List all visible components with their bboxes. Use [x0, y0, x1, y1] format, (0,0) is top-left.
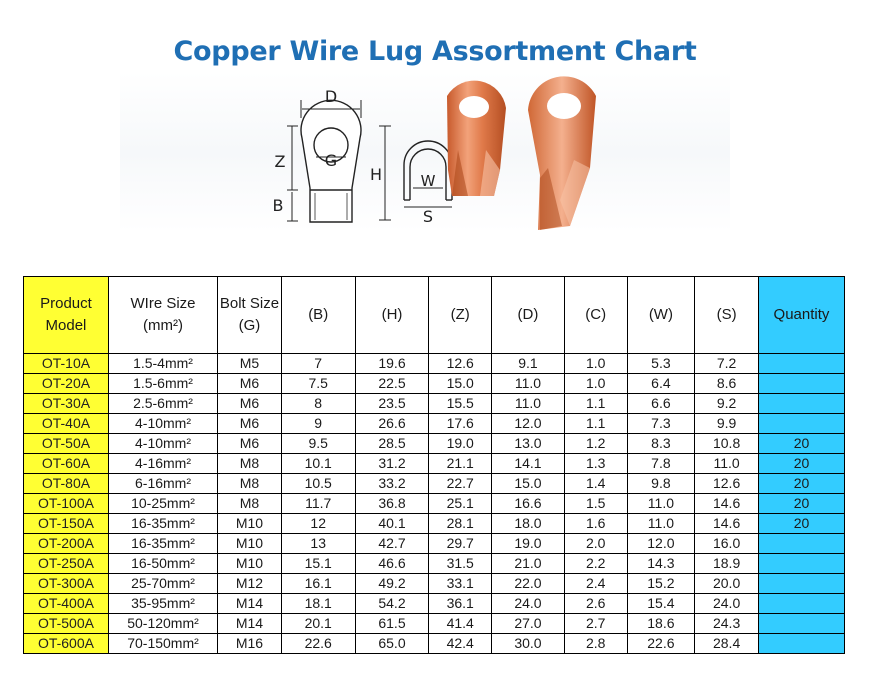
cell-c: 2.4 — [564, 574, 627, 594]
side-profile-lug — [404, 141, 452, 200]
cell-h: 61.5 — [355, 614, 429, 634]
cell-h: 42.7 — [355, 534, 429, 554]
table-row — [24, 434, 845, 454]
cell-quantity — [758, 354, 844, 374]
cell-s: 18.9 — [695, 554, 759, 574]
lug-spec-table — [23, 276, 845, 654]
cell-z: 41.4 — [429, 614, 492, 634]
cell-w: 11.0 — [627, 494, 695, 514]
cell-b: 9.5 — [281, 434, 355, 454]
cell-z: 28.1 — [429, 514, 492, 534]
cell-model: OT-80A — [24, 474, 109, 494]
cell-s: 14.6 — [695, 494, 759, 514]
header-w: (W) — [627, 277, 695, 354]
cell-quantity — [758, 614, 844, 634]
cell-d: 14.1 — [492, 454, 565, 474]
cell-quantity: 20 — [758, 494, 844, 514]
cell-w: 6.6 — [627, 394, 695, 414]
cell-quantity — [758, 594, 844, 614]
cell-wire-size: 50-120mm² — [108, 614, 217, 634]
cell-c: 2.0 — [564, 534, 627, 554]
page-title: Copper Wire Lug Assortment Chart — [173, 36, 697, 67]
cell-s: 16.0 — [695, 534, 759, 554]
cell-model: OT-150A — [24, 514, 109, 534]
cell-b: 8 — [281, 394, 355, 414]
cell-model: OT-30A — [24, 394, 109, 414]
header-d: (D) — [492, 277, 565, 354]
table-row — [24, 474, 845, 494]
cell-wire-size: 35-95mm² — [108, 594, 217, 614]
table-row — [24, 374, 845, 394]
cell-s: 28.4 — [695, 634, 759, 654]
copper-lug-photo-angled — [528, 76, 596, 230]
cell-s: 14.6 — [695, 514, 759, 534]
cell-w: 15.4 — [627, 594, 695, 614]
cell-bolt-size: M5 — [218, 354, 282, 374]
cell-bolt-size: M8 — [218, 454, 282, 474]
table-row — [24, 614, 845, 634]
cell-wire-size: 16-35mm² — [108, 534, 217, 554]
cell-model: OT-600A — [24, 634, 109, 654]
cell-h: 31.2 — [355, 454, 429, 474]
cell-b: 15.1 — [281, 554, 355, 574]
cell-wire-size: 1.5-4mm² — [108, 354, 217, 374]
cell-b: 16.1 — [281, 574, 355, 594]
cell-c: 1.4 — [564, 474, 627, 494]
cell-model: OT-100A — [24, 494, 109, 514]
cell-d: 13.0 — [492, 434, 565, 454]
cell-d: 19.0 — [492, 534, 565, 554]
cell-model: OT-50A — [24, 434, 109, 454]
cell-wire-size: 16-35mm² — [108, 514, 217, 534]
cell-b: 7.5 — [281, 374, 355, 394]
table-row — [24, 514, 845, 534]
header-product-model: Product Model — [24, 277, 109, 354]
cell-c: 1.0 — [564, 374, 627, 394]
cell-h: 36.8 — [355, 494, 429, 514]
cell-b: 9 — [281, 414, 355, 434]
cell-c: 1.0 — [564, 354, 627, 374]
cell-d: 16.6 — [492, 494, 565, 514]
cell-c: 2.7 — [564, 614, 627, 634]
cell-d: 22.0 — [492, 574, 565, 594]
table-header-row — [24, 277, 845, 354]
cell-c: 1.5 — [564, 494, 627, 514]
cell-quantity — [758, 554, 844, 574]
cell-z: 25.1 — [429, 494, 492, 514]
cell-wire-size: 70-150mm² — [108, 634, 217, 654]
cell-b: 12 — [281, 514, 355, 534]
table-row — [24, 574, 845, 594]
cell-z: 19.0 — [429, 434, 492, 454]
cell-h: 26.6 — [355, 414, 429, 434]
cell-bolt-size: M8 — [218, 474, 282, 494]
cell-z: 31.5 — [429, 554, 492, 574]
cell-w: 7.8 — [627, 454, 695, 474]
cell-s: 9.9 — [695, 414, 759, 434]
cell-model: OT-20A — [24, 374, 109, 394]
cell-bolt-size: M12 — [218, 574, 282, 594]
cell-z: 33.1 — [429, 574, 492, 594]
dim-label-h: H — [369, 165, 383, 184]
cell-wire-size: 4-10mm² — [108, 414, 217, 434]
cell-w: 5.3 — [627, 354, 695, 374]
cell-d: 18.0 — [492, 514, 565, 534]
cell-bolt-size: M8 — [218, 494, 282, 514]
cell-quantity: 20 — [758, 514, 844, 534]
cell-quantity — [758, 574, 844, 594]
cell-model: OT-250A — [24, 554, 109, 574]
header-s: (S) — [695, 277, 759, 354]
cell-z: 42.4 — [429, 634, 492, 654]
cell-c: 1.1 — [564, 394, 627, 414]
cell-z: 15.0 — [429, 374, 492, 394]
cell-wire-size: 25-70mm² — [108, 574, 217, 594]
cell-quantity — [758, 534, 844, 554]
cell-bolt-size: M6 — [218, 434, 282, 454]
cell-w: 8.3 — [627, 434, 695, 454]
cell-b: 7 — [281, 354, 355, 374]
header-c: (C) — [564, 277, 627, 354]
cell-z: 36.1 — [429, 594, 492, 614]
cell-d: 11.0 — [492, 394, 565, 414]
dim-label-w: W — [420, 172, 436, 190]
cell-s: 11.0 — [695, 454, 759, 474]
cell-quantity — [758, 394, 844, 414]
cell-s: 7.2 — [695, 354, 759, 374]
cell-w: 22.6 — [627, 634, 695, 654]
cell-c: 1.3 — [564, 454, 627, 474]
cell-h: 49.2 — [355, 574, 429, 594]
cell-w: 7.3 — [627, 414, 695, 434]
cell-b: 11.7 — [281, 494, 355, 514]
cell-s: 20.0 — [695, 574, 759, 594]
table-row — [24, 534, 845, 554]
cell-w: 15.2 — [627, 574, 695, 594]
cell-w: 14.3 — [627, 554, 695, 574]
cell-wire-size: 2.5-6mm² — [108, 394, 217, 414]
cell-d: 27.0 — [492, 614, 565, 634]
cell-bolt-size: M6 — [218, 394, 282, 414]
cell-quantity: 20 — [758, 434, 844, 454]
cell-h: 65.0 — [355, 634, 429, 654]
copper-lug-photo-front — [447, 81, 506, 196]
cell-s: 10.8 — [695, 434, 759, 454]
cell-c: 1.1 — [564, 414, 627, 434]
header-quantity: Quantity — [758, 277, 844, 354]
cell-s: 24.3 — [695, 614, 759, 634]
cell-b: 10.5 — [281, 474, 355, 494]
table-row — [24, 634, 845, 654]
cell-wire-size: 10-25mm² — [108, 494, 217, 514]
cell-model: OT-60A — [24, 454, 109, 474]
cell-s: 8.6 — [695, 374, 759, 394]
cell-model: OT-400A — [24, 594, 109, 614]
cell-h: 54.2 — [355, 594, 429, 614]
dim-label-d: D — [324, 87, 338, 106]
cell-c: 1.2 — [564, 434, 627, 454]
lug-diagram — [0, 0, 870, 270]
header-z: (Z) — [429, 277, 492, 354]
table-row — [24, 454, 845, 474]
cell-c: 1.6 — [564, 514, 627, 534]
cell-s: 9.2 — [695, 394, 759, 414]
dim-label-b: B — [272, 196, 284, 215]
cell-wire-size: 16-50mm² — [108, 554, 217, 574]
cell-w: 12.0 — [627, 534, 695, 554]
cell-d: 30.0 — [492, 634, 565, 654]
cell-bolt-size: M10 — [218, 534, 282, 554]
cell-model: OT-10A — [24, 354, 109, 374]
cell-quantity — [758, 374, 844, 394]
cell-bolt-size: M6 — [218, 374, 282, 394]
cell-c: 2.2 — [564, 554, 627, 574]
dim-label-z: Z — [274, 152, 286, 171]
cell-w: 18.6 — [627, 614, 695, 634]
table-row — [24, 554, 845, 574]
cell-c: 2.6 — [564, 594, 627, 614]
cell-h: 40.1 — [355, 514, 429, 534]
table-row — [24, 354, 845, 374]
cell-z: 21.1 — [429, 454, 492, 474]
cell-c: 2.8 — [564, 634, 627, 654]
cell-d: 24.0 — [492, 594, 565, 614]
cell-model: OT-40A — [24, 414, 109, 434]
table-row — [24, 594, 845, 614]
cell-d: 21.0 — [492, 554, 565, 574]
cell-wire-size: 4-16mm² — [108, 454, 217, 474]
header-bolt-size: Bolt Size (G) — [218, 277, 282, 354]
cell-z: 12.6 — [429, 354, 492, 374]
cell-z: 29.7 — [429, 534, 492, 554]
cell-wire-size: 1.5-6mm² — [108, 374, 217, 394]
cell-d: 15.0 — [492, 474, 565, 494]
cell-quantity — [758, 414, 844, 434]
cell-b: 13 — [281, 534, 355, 554]
lug-dimension-drawing — [0, 0, 870, 270]
cell-b: 22.6 — [281, 634, 355, 654]
cell-model: OT-200A — [24, 534, 109, 554]
cell-h: 23.5 — [355, 394, 429, 414]
dim-label-g: G — [324, 151, 338, 170]
table-row — [24, 414, 845, 434]
cell-h: 46.6 — [355, 554, 429, 574]
table-row — [24, 394, 845, 414]
cell-model: OT-500A — [24, 614, 109, 634]
cell-quantity — [758, 634, 844, 654]
cell-d: 12.0 — [492, 414, 565, 434]
cell-b: 10.1 — [281, 454, 355, 474]
cell-d: 11.0 — [492, 374, 565, 394]
cell-h: 22.5 — [355, 374, 429, 394]
cell-bolt-size: M14 — [218, 614, 282, 634]
cell-d: 9.1 — [492, 354, 565, 374]
dim-label-s: S — [422, 207, 434, 226]
table-row — [24, 494, 845, 514]
cell-model: OT-300A — [24, 574, 109, 594]
cell-wire-size: 4-10mm² — [108, 434, 217, 454]
cell-bolt-size: M16 — [218, 634, 282, 654]
cell-h: 19.6 — [355, 354, 429, 374]
cell-w: 6.4 — [627, 374, 695, 394]
cell-bolt-size: M10 — [218, 514, 282, 534]
cell-quantity: 20 — [758, 474, 844, 494]
cell-w: 11.0 — [627, 514, 695, 534]
cell-z: 22.7 — [429, 474, 492, 494]
cell-s: 12.6 — [695, 474, 759, 494]
cell-bolt-size: M14 — [218, 594, 282, 614]
cell-z: 17.6 — [429, 414, 492, 434]
header-h: (H) — [355, 277, 429, 354]
cell-b: 18.1 — [281, 594, 355, 614]
header-wire-size: WIre Size (mm²) — [108, 277, 217, 354]
cell-wire-size: 6-16mm² — [108, 474, 217, 494]
cell-b: 20.1 — [281, 614, 355, 634]
cell-z: 15.5 — [429, 394, 492, 414]
cell-w: 9.8 — [627, 474, 695, 494]
cell-h: 28.5 — [355, 434, 429, 454]
cell-bolt-size: M10 — [218, 554, 282, 574]
cell-s: 24.0 — [695, 594, 759, 614]
cell-quantity: 20 — [758, 454, 844, 474]
cell-h: 33.2 — [355, 474, 429, 494]
cell-bolt-size: M6 — [218, 414, 282, 434]
header-b: (B) — [281, 277, 355, 354]
